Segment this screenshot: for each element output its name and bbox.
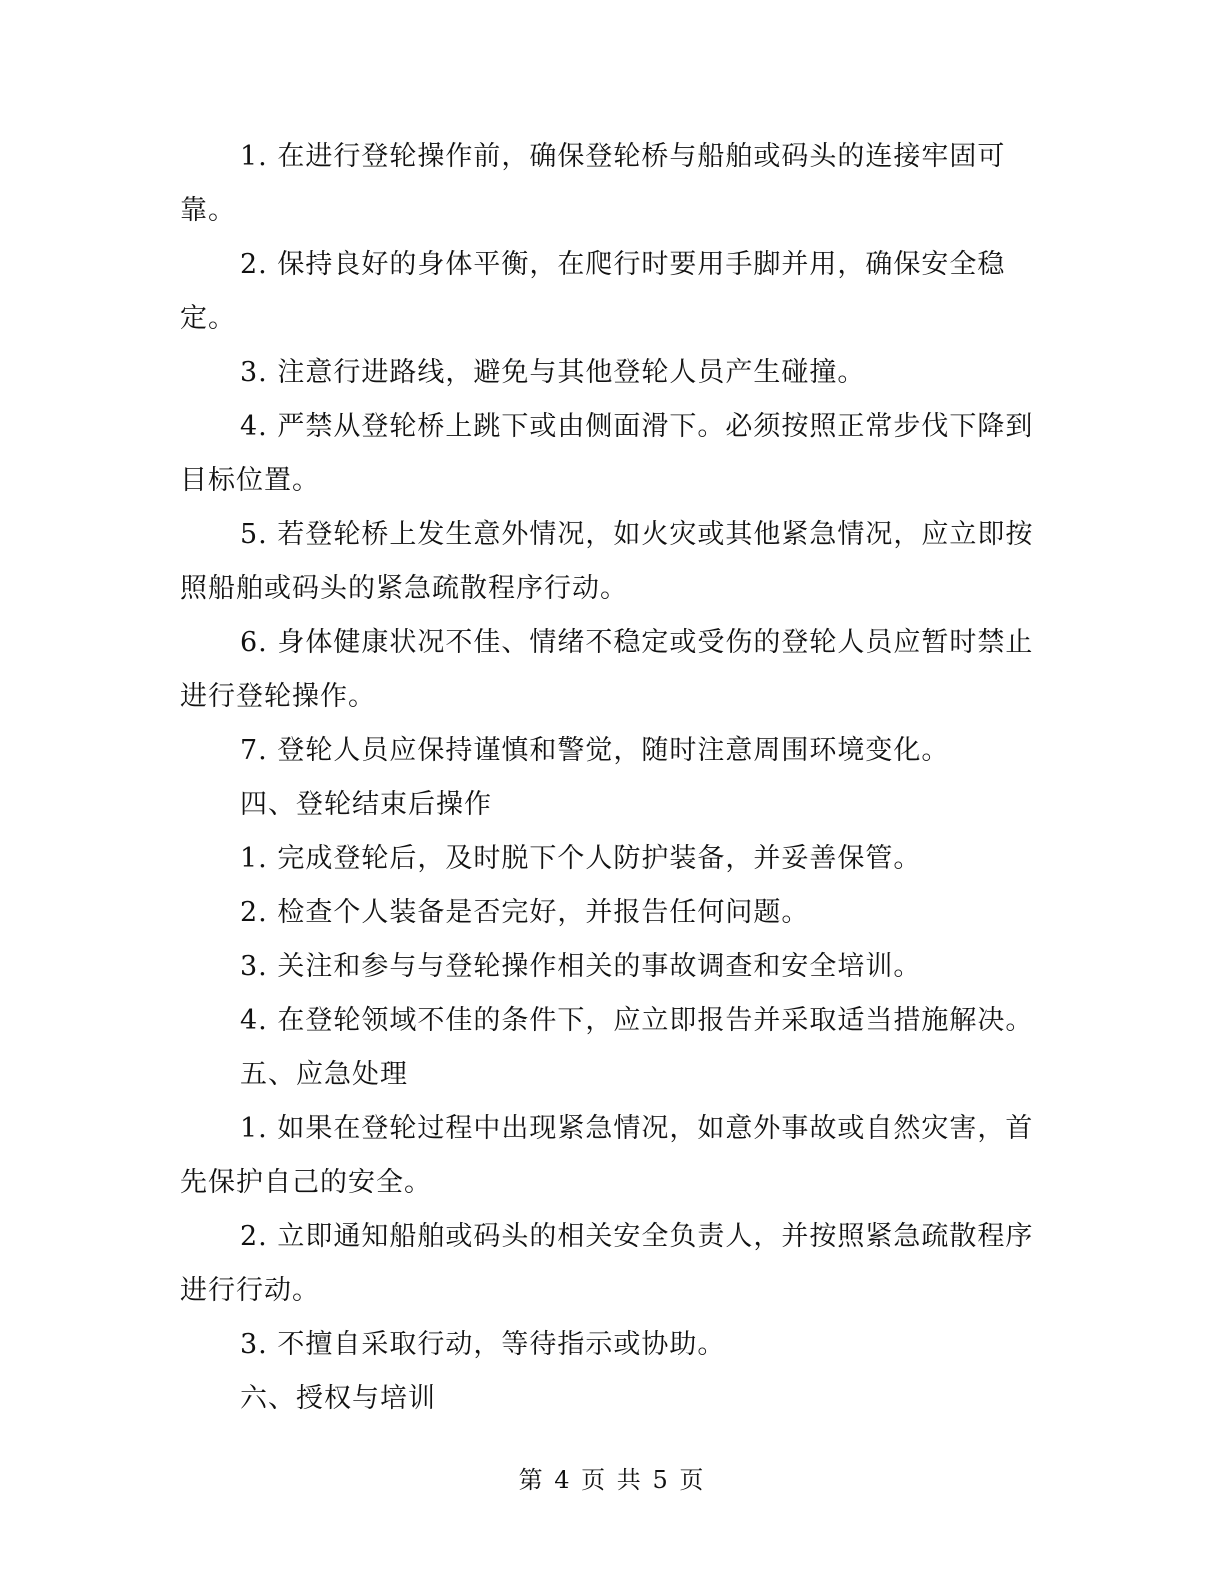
list-item: 1. 完成登轮后，及时脱下个人防护装备，并妥善保管。	[240, 843, 922, 874]
section-heading: 五、应急处理	[240, 1059, 408, 1090]
document-body	[180, 130, 1040, 1426]
list-item: 2. 检查个人装备是否完好，并报告任何问题。	[240, 897, 810, 928]
list-item: 1. 如果在登轮过程中出现紧急情况，如意外事故或自然灾害，首先保护自己的安全。	[180, 1113, 1034, 1198]
list-item: 4. 严禁从登轮桥上跳下或由侧面滑下。必须按照正常步伐下降到目标位置。	[180, 411, 1034, 496]
page-footer: 第 4 页 共 5 页	[518, 1466, 706, 1494]
list-item: 2. 保持良好的身体平衡，在爬行时要用手脚并用，确保安全稳定。	[180, 249, 1006, 334]
section-heading: 四、登轮结束后操作	[240, 789, 492, 820]
list-item: 3. 不擅自采取行动，等待指示或协助。	[240, 1329, 726, 1360]
section-heading: 六、授权与培训	[240, 1383, 436, 1414]
list-item: 4. 在登轮领域不佳的条件下，应立即报告并采取适当措施解决。	[240, 1005, 1034, 1036]
list-item: 2. 立即通知船舶或码头的相关安全负责人，并按照紧急疏散程序进行行动。	[180, 1221, 1034, 1306]
list-item: 1. 在进行登轮操作前，确保登轮桥与船舶或码头的连接牢固可靠。	[180, 141, 1006, 226]
list-item: 6. 身体健康状况不佳、情绪不稳定或受伤的登轮人员应暂时禁止进行登轮操作。	[180, 627, 1034, 712]
list-item: 3. 关注和参与与登轮操作相关的事故调查和安全培训。	[240, 951, 922, 982]
list-item: 7. 登轮人员应保持谨慎和警觉，随时注意周围环境变化。	[240, 735, 950, 766]
list-item: 3. 注意行进路线，避免与其他登轮人员产生碰撞。	[240, 357, 866, 388]
list-item: 5. 若登轮桥上发生意外情况，如火灾或其他紧急情况，应立即按照船舶或码头的紧急疏散程序行动。	[180, 519, 1034, 604]
